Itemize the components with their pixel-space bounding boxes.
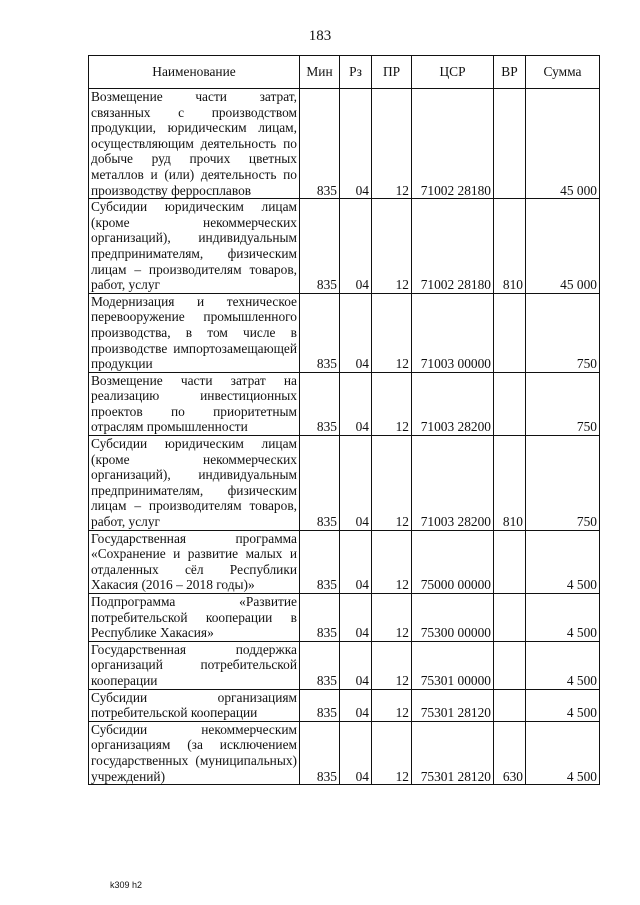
row-csr: 75301 28120: [412, 721, 494, 784]
row-csr: 75300 00000: [412, 594, 494, 642]
row-vr: [494, 293, 526, 372]
row-min: 835: [300, 293, 340, 372]
row-csr: 75301 00000: [412, 641, 494, 689]
row-sum: 4 500: [526, 594, 600, 642]
row-csr: 75000 00000: [412, 530, 494, 593]
row-min: 835: [300, 89, 340, 199]
table-row: [89, 293, 600, 372]
table-row: [89, 530, 600, 593]
row-name: Субсидии юридическим лицам (кроме некоммерческих организаций), индивидуальным предпринимателям, физическим лицам – производителям товаров, работ, услуг: [89, 436, 300, 531]
row-pr: 12: [372, 641, 412, 689]
row-min: 835: [300, 594, 340, 642]
row-min: 835: [300, 641, 340, 689]
row-rz: 04: [340, 293, 372, 372]
row-rz: 04: [340, 372, 372, 435]
row-name: Субсидии организациям потребительской кооперации: [89, 689, 300, 721]
table-row: [89, 89, 600, 199]
row-sum: 4 500: [526, 689, 600, 721]
row-csr: 71003 28200: [412, 372, 494, 435]
row-vr: [494, 641, 526, 689]
row-name: Государственная поддержка организаций потребительской кооперации: [89, 641, 300, 689]
row-rz: 04: [340, 594, 372, 642]
row-rz: 04: [340, 199, 372, 294]
table-header-row: [89, 56, 600, 89]
row-vr: [494, 689, 526, 721]
row-csr: 71003 00000: [412, 293, 494, 372]
row-name: Государственная программа «Сохранение и развитие малых и отдаленных сёл Республики Хакасия (2016 – 2018 годы)»: [89, 530, 300, 593]
row-pr: 12: [372, 721, 412, 784]
row-pr: 12: [372, 594, 412, 642]
row-sum: 45 000: [526, 199, 600, 294]
row-vr: [494, 530, 526, 593]
table-row: [89, 721, 600, 784]
row-rz: 04: [340, 89, 372, 199]
row-rz: 04: [340, 721, 372, 784]
row-pr: 12: [372, 689, 412, 721]
row-min: 835: [300, 436, 340, 531]
row-rz: 04: [340, 530, 372, 593]
table-row: [89, 641, 600, 689]
header-name: Наименование: [89, 56, 300, 89]
row-sum: 45 000: [526, 89, 600, 199]
header-min: Мин: [300, 56, 340, 89]
row-min: 835: [300, 199, 340, 294]
footer-code: k309 h2: [110, 880, 143, 890]
row-sum: 750: [526, 436, 600, 531]
header-csr: ЦСР: [412, 56, 494, 89]
row-sum: 750: [526, 372, 600, 435]
row-name: Модернизация и техническое перевооружение промышленного производства, в том числе в производстве импортозамещающей продукции: [89, 293, 300, 372]
table-row: [89, 199, 600, 294]
row-pr: 12: [372, 89, 412, 199]
row-sum: 4 500: [526, 530, 600, 593]
row-pr: 12: [372, 372, 412, 435]
table-row: [89, 594, 600, 642]
header-rz: Рз: [340, 56, 372, 89]
row-vr: [494, 89, 526, 199]
row-min: 835: [300, 721, 340, 784]
row-name: Возмещение части затрат, связанных с производством продукции, юридическим лицам, осуществляющим деятельность по добыче руд прочих цветных металлов и (или) деятельность по производству ферросплавов: [89, 89, 300, 199]
row-rz: 04: [340, 689, 372, 721]
row-sum: 4 500: [526, 721, 600, 784]
row-csr: 75301 28120: [412, 689, 494, 721]
row-rz: 04: [340, 641, 372, 689]
row-name: Субсидии юридическим лицам (кроме некоммерческих организаций), индивидуальным предпринимателям, физическим лицам – производителям товаров, работ, услуг: [89, 199, 300, 294]
row-csr: 71002 28180: [412, 199, 494, 294]
row-name: Возмещение части затрат на реализацию инвестиционных проектов по приоритетным отраслям промышленности: [89, 372, 300, 435]
row-vr: 810: [494, 436, 526, 531]
header-pr: ПР: [372, 56, 412, 89]
table-row: [89, 689, 600, 721]
header-sum: Сумма: [526, 56, 600, 89]
row-pr: 12: [372, 530, 412, 593]
row-pr: 12: [372, 199, 412, 294]
header-vr: ВР: [494, 56, 526, 89]
row-sum: 4 500: [526, 641, 600, 689]
row-pr: 12: [372, 293, 412, 372]
row-min: 835: [300, 689, 340, 721]
table-row: [89, 436, 600, 531]
row-vr: 630: [494, 721, 526, 784]
row-csr: 71002 28180: [412, 89, 494, 199]
row-name: Субсидии некоммерческим организациям (за исключением государственных (муниципальных) учреждений): [89, 721, 300, 784]
row-rz: 04: [340, 436, 372, 531]
page-number: 183: [308, 28, 332, 44]
row-csr: 71003 28200: [412, 436, 494, 531]
row-vr: [494, 372, 526, 435]
table-row: [89, 372, 600, 435]
row-pr: 12: [372, 436, 412, 531]
row-min: 835: [300, 530, 340, 593]
row-name: Подпрограмма «Развитие потребительской кооперации в Республике Хакасия»: [89, 594, 300, 642]
row-min: 835: [300, 372, 340, 435]
row-vr: 810: [494, 199, 526, 294]
row-vr: [494, 594, 526, 642]
budget-table: [88, 55, 600, 785]
row-sum: 750: [526, 293, 600, 372]
